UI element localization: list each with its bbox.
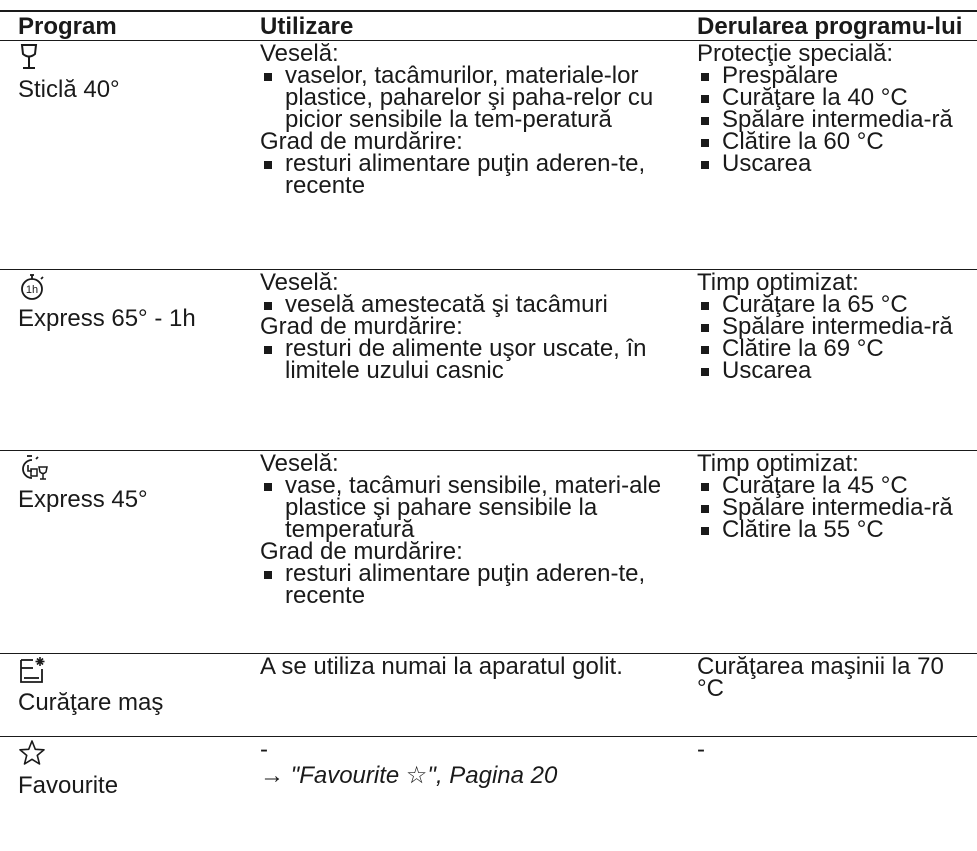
usage-cell [250,653,687,736]
reference-text: "Favourite ☆", Pagina 20 [290,762,558,789]
sequence-cell [687,450,977,653]
sequence-cell [687,653,977,736]
list-item: vaselor, tacâmurilor, materiale-lor plastice, paharelor şi paha-relor cu picior sensibile la tem-peratură [260,65,687,131]
usage-label: Veselă: [260,450,339,477]
list-item: Clătire la 60 °C [697,131,977,153]
glass-icon [18,43,250,73]
sequence-label: Protecţie specială: [697,40,894,67]
list-item: Curăţare la 40 °C [697,87,977,109]
usage-list [260,291,687,318]
program-name: Sticlă 40° [18,76,120,103]
timer-glass-icon [18,453,250,483]
star-icon [18,739,250,769]
usage-label: Grad de murdărire: [260,538,463,565]
list-item: Uscarea [697,153,977,175]
program-name: Express 45° [18,486,148,513]
header-usage: Utilizare [250,10,687,40]
list-item: Spălare intermedia-ră [697,316,977,338]
header-program: Program [0,10,250,40]
sequence-label: Timp optimizat: [697,269,859,296]
list-item: Spălare intermedia-ră [697,109,977,131]
list-item: Clătire la 55 °C [697,519,977,541]
program-table [0,10,977,805]
usage-label: Grad de murdărire: [260,313,463,340]
page-reference-link[interactable] [260,762,687,789]
program-name: Curăţare maş [18,689,164,716]
sequence-text: Curăţarea maşinii la 70 °C [697,653,944,702]
header-sequence: Derularea programu-lui [687,10,977,40]
usage-dash: - [260,736,268,763]
sequence-cell [687,269,977,450]
sequence-cell [687,736,977,805]
sequence-list [697,62,977,177]
program-cell [0,40,250,269]
sequence-list [697,291,977,384]
usage-cell [250,736,687,805]
soil-list [260,150,687,199]
list-item: Curăţare la 65 °C [697,294,977,316]
timer-1h-icon [18,272,250,302]
arrow-right-icon: → [260,762,284,789]
program-cell [0,269,250,450]
usage-cell [250,450,687,653]
sequence-text: - [697,736,705,763]
list-item: Uscarea [697,360,977,382]
program-name: Express 65° - 1h [18,305,196,332]
list-item: vase, tacâmuri sensibile, materi-ale plastice şi pahare sensibile la temperatură [260,475,687,541]
soil-list [260,560,687,609]
list-item: resturi de alimente uşor uscate, în limitele uzului casnic [260,338,687,382]
list-item: resturi alimentare puţin aderen-te, recente [260,563,687,607]
usage-label: Grad de murdărire: [260,128,463,155]
program-cell [0,736,250,805]
sequence-label: Timp optimizat: [697,450,859,477]
usage-list [260,62,687,133]
soil-list [260,335,687,384]
program-cell [0,450,250,653]
usage-cell [250,269,687,450]
machine-clean-icon [18,656,250,686]
list-item: Curăţare la 45 °C [697,475,977,497]
sequence-list [697,472,977,543]
program-cell [0,653,250,736]
usage-list [260,472,687,543]
usage-text: A se utiliza numai la aparatul golit. [260,653,623,680]
list-item: veselă amestecată şi tacâmuri [260,294,687,316]
usage-cell [250,40,687,269]
sequence-cell [687,40,977,269]
usage-label: Veselă: [260,269,339,296]
usage-label: Veselă: [260,40,339,67]
list-item: Prespălare [697,65,977,87]
program-name: Favourite [18,772,119,799]
list-item: resturi alimentare puţin aderen-te, recente [260,153,687,197]
svg-text:1h: 1h [25,284,39,296]
list-item: Spălare intermedia-ră [697,497,977,519]
list-item: Clătire la 69 °C [697,338,977,360]
